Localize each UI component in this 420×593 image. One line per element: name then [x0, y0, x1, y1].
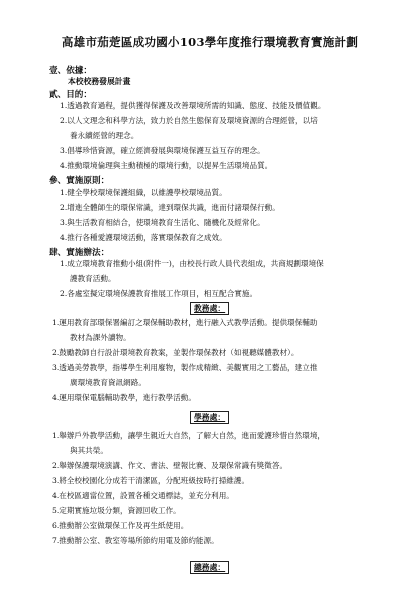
principle-item: 2.增進全體師生的環保常識，達到環保共識，進而付諸環保行動。	[60, 203, 280, 212]
student-affairs-item: 6.推動辦公室做環保工作及再生紙使用。	[52, 521, 189, 530]
section-heading-goals: 貳、目的：	[49, 90, 92, 100]
student-affairs-item: 7.推動辦公室、教室等場所節約用電及節約能源。	[52, 536, 219, 545]
principle-item: 4.推行各種愛護環境活動，落實環保教育之成效。	[60, 233, 227, 242]
goal-item-continued: 養永續經營的理念。	[70, 131, 139, 140]
method-item: 1.成立環境教育推動小組(附件一)，由校長行政人員代表組成，共商規劃環境保	[60, 259, 324, 268]
student-affairs-item: 3.將全校校園化分成若干清潔區，分配班級按時打掃維護。	[52, 476, 250, 485]
student-affairs-item: 4.在校區適當位置，設置各種交通標誌，並充分利用。	[52, 491, 234, 500]
academic-item: 2.鼓勵教師自行設計環境教育教案，並製作環保教材（如視聽媒體教材）。	[52, 348, 299, 357]
principle-item: 3.與生活教育相結合，使環境教育生活化、隨機化及經常化。	[60, 218, 265, 227]
method-item-continued: 護教育活動。	[70, 274, 116, 283]
basis-text: 本校校務發展計畫	[68, 77, 131, 86]
principle-item: 1.健全學校環境保護組織，以維護學校環境品質。	[60, 188, 227, 197]
academic-item: 4.運用環保電腦輔助教學，進行教學活動。	[52, 393, 196, 402]
section-heading-basis: 壹、依據：	[49, 66, 92, 76]
section-heading-principles: 參、實施原則：	[49, 176, 110, 186]
goal-item: 4.推動環境倫理與主動積極的環境行動，以提昇生活環境品質。	[60, 161, 273, 170]
student-affairs-item: 5.定期實施垃圾分類，資源回收工作。	[52, 506, 181, 515]
academic-item: 3.透過美勞教學，指導學生利用廢物，製作成精緻、美觀實用之工藝品，建立推	[52, 363, 318, 372]
academic-item: 1.運用教育部環保署編訂之環保輔助教材，進行融入式教學活動。提供環保輔助	[52, 318, 318, 327]
document-title: 高雄市茄萣區成功國小103學年度推行環境教育實施計劃	[61, 35, 359, 49]
label-general-affairs: 總務處：	[190, 561, 229, 574]
student-affairs-item-continued: 與其共榮。	[70, 446, 108, 455]
goal-item: 1.透過教育過程，提供獲得保護及改善環境所需的知識、態度、技能及價值觀。	[60, 101, 326, 110]
academic-item-continued: 教材為課外讀物。	[70, 333, 131, 342]
academic-item-continued: 廣環境教育資訊網路。	[70, 378, 146, 387]
goal-item: 2.以人文理念和科學方法，致力於自然生態保育及環境資源的合理經營，以培	[60, 116, 318, 125]
label-student-affairs: 學務處：	[190, 411, 229, 424]
method-item: 2.各處室擬定環境保護教育推展工作項目，相互配合實施。	[60, 289, 258, 298]
student-affairs-item: 1.舉辦戶外教學活動，讓學生親近大自然，了解大自然，進而愛護珍惜自然環境，	[52, 431, 326, 440]
section-heading-methods: 肆、實施辦法：	[49, 248, 110, 258]
label-academic-affairs: 教務處：	[190, 302, 229, 315]
goal-item: 3.倡導珍惜資源，確立經濟發展與環境保護互益互存的理念。	[60, 146, 265, 155]
student-affairs-item: 2.舉辦保護環境演講、作文、書法、壁報比賽、及環保常識有獎徵答。	[52, 461, 288, 470]
